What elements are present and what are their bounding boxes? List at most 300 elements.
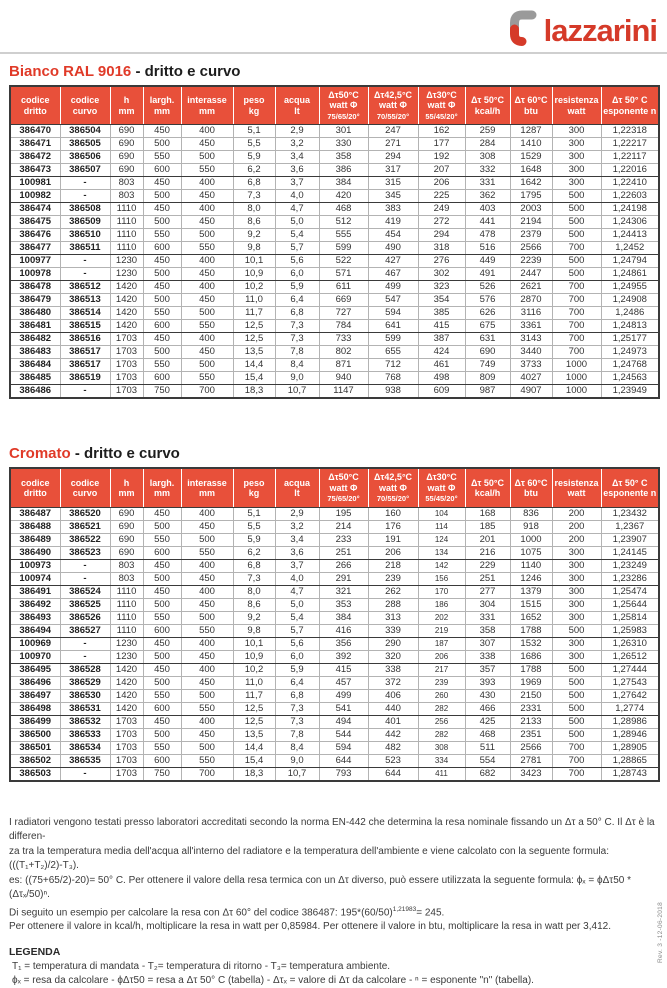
table-cell: 195 bbox=[319, 507, 368, 520]
table-cell: 450 bbox=[181, 598, 233, 611]
table-cell: 500 bbox=[552, 689, 601, 702]
table-cell: 450 bbox=[181, 346, 233, 359]
table-cell: 5,5 bbox=[233, 520, 275, 533]
table-cell: 386520 bbox=[60, 507, 110, 520]
table-cell: 400 bbox=[181, 255, 233, 268]
table-cell: 450 bbox=[181, 572, 233, 585]
table-cell: 803 bbox=[110, 559, 143, 572]
table-cell: 1,24768 bbox=[601, 359, 659, 372]
table-cell: 386531 bbox=[60, 702, 110, 715]
table-cell: 499 bbox=[368, 281, 418, 294]
table-cell: 4,7 bbox=[275, 203, 319, 216]
table-cell: 803 bbox=[110, 190, 143, 203]
table-row bbox=[10, 663, 659, 676]
table-cell: 690 bbox=[110, 520, 143, 533]
table-cell: 114 bbox=[418, 520, 465, 533]
table-cell: 386491 bbox=[10, 585, 60, 598]
table-cell: 400 bbox=[181, 177, 233, 190]
table-cell: 294 bbox=[368, 151, 418, 164]
table-cell: 14,4 bbox=[233, 741, 275, 754]
table-cell: 400 bbox=[181, 663, 233, 676]
table-row bbox=[10, 333, 659, 346]
table-cell: 424 bbox=[418, 346, 465, 359]
table-cell: 282 bbox=[418, 702, 465, 715]
table-cell: 401 bbox=[368, 715, 418, 728]
table-cell: 4027 bbox=[510, 372, 552, 385]
table-cell: 302 bbox=[418, 268, 465, 281]
table-cell: 383 bbox=[368, 203, 418, 216]
table-cell: 9,8 bbox=[233, 242, 275, 255]
table-cell: 386473 bbox=[10, 164, 60, 177]
table-cell: 700 bbox=[552, 320, 601, 333]
table-cell: 160 bbox=[368, 507, 418, 520]
table-cell: 468 bbox=[319, 203, 368, 216]
table-cell: 386478 bbox=[10, 281, 60, 294]
table-cell: 6,4 bbox=[275, 294, 319, 307]
table-cell: 523 bbox=[368, 754, 418, 767]
table-row bbox=[10, 151, 659, 164]
table-cell: 386528 bbox=[60, 663, 110, 676]
table-cell: 317 bbox=[368, 164, 418, 177]
table-cell: 386535 bbox=[60, 754, 110, 767]
table-cell: 200 bbox=[552, 520, 601, 533]
table-cell: 1,23249 bbox=[601, 559, 659, 572]
legend-title: LEGENDA bbox=[9, 945, 61, 958]
table-cell: 3,7 bbox=[275, 559, 319, 572]
table-cell: 229 bbox=[465, 559, 510, 572]
table-row bbox=[10, 546, 659, 559]
table-cell: 550 bbox=[143, 307, 181, 320]
table-cell: 450 bbox=[143, 507, 181, 520]
table-cell: - bbox=[60, 572, 110, 585]
table-cell: 3,2 bbox=[275, 520, 319, 533]
table-cell: 218 bbox=[368, 559, 418, 572]
table-cell: 239 bbox=[418, 676, 465, 689]
table-cell: 332 bbox=[465, 164, 510, 177]
table-cell: 1,2774 bbox=[601, 702, 659, 715]
table-cell: 1703 bbox=[110, 359, 143, 372]
table-row bbox=[10, 650, 659, 663]
table-cell: 500 bbox=[143, 598, 181, 611]
table-cell: 100981 bbox=[10, 177, 60, 190]
table-cell: 393 bbox=[465, 676, 510, 689]
table-cell: 8,6 bbox=[233, 216, 275, 229]
table-cell: 12,5 bbox=[233, 702, 275, 715]
table-cell: 500 bbox=[181, 307, 233, 320]
table-cell: 1110 bbox=[110, 216, 143, 229]
table-cell: 1,23907 bbox=[601, 533, 659, 546]
table-cell: 690 bbox=[110, 533, 143, 546]
table-cell: 259 bbox=[465, 125, 510, 138]
table-cell: 8,0 bbox=[233, 585, 275, 598]
footer-note bbox=[9, 816, 659, 935]
table-cell: 512 bbox=[319, 216, 368, 229]
table-cell: 4,0 bbox=[275, 190, 319, 203]
table-cell: 353 bbox=[319, 598, 368, 611]
table-cell: 8,4 bbox=[275, 741, 319, 754]
table-cell: 277 bbox=[465, 585, 510, 598]
table-cell: 1110 bbox=[110, 242, 143, 255]
table-cell: 440 bbox=[368, 702, 418, 715]
table-cell: 550 bbox=[181, 242, 233, 255]
table-cell: 1,25983 bbox=[601, 624, 659, 637]
section-title-bianco bbox=[9, 63, 667, 80]
table-cell: 12,5 bbox=[233, 715, 275, 728]
table-cell: 386504 bbox=[60, 125, 110, 138]
table-cell: 5,9 bbox=[275, 663, 319, 676]
table-cell: 300 bbox=[552, 546, 601, 559]
table-cell: 392 bbox=[319, 650, 368, 663]
table-cell: 320 bbox=[368, 650, 418, 663]
table-cell: 550 bbox=[181, 372, 233, 385]
table-cell: - bbox=[60, 650, 110, 663]
table-cell: 1000 bbox=[552, 359, 601, 372]
column-header: largh. mm bbox=[143, 86, 181, 125]
table-cell: 987 bbox=[465, 385, 510, 399]
table-cell: 415 bbox=[319, 663, 368, 676]
table-cell: 304 bbox=[465, 598, 510, 611]
table-cell: 836 bbox=[510, 507, 552, 520]
table-cell: 354 bbox=[418, 294, 465, 307]
table-cell: 1230 bbox=[110, 255, 143, 268]
table-row bbox=[10, 728, 659, 741]
table-cell: 10,2 bbox=[233, 281, 275, 294]
table-cell: 1000 bbox=[510, 533, 552, 546]
table-cell: 768 bbox=[368, 372, 418, 385]
table-cell: 386530 bbox=[60, 689, 110, 702]
table-cell: 491 bbox=[465, 268, 510, 281]
table-cell: 251 bbox=[319, 546, 368, 559]
table-cell: 544 bbox=[319, 728, 368, 741]
table-cell: 315 bbox=[368, 177, 418, 190]
table-cell: 386498 bbox=[10, 702, 60, 715]
table-cell: 15,4 bbox=[233, 372, 275, 385]
table-cell: 450 bbox=[181, 294, 233, 307]
table-header-row bbox=[10, 468, 659, 507]
table-cell: 307 bbox=[465, 637, 510, 650]
table-cell: 500 bbox=[181, 611, 233, 624]
table-cell: 386525 bbox=[60, 598, 110, 611]
table-cell: 2150 bbox=[510, 689, 552, 702]
table-cell: 2566 bbox=[510, 242, 552, 255]
table-row bbox=[10, 507, 659, 520]
table-cell: 1,23949 bbox=[601, 385, 659, 399]
table-cell: 594 bbox=[368, 307, 418, 320]
table-cell: 1703 bbox=[110, 728, 143, 741]
table-cell: 547 bbox=[368, 294, 418, 307]
table-cell: 331 bbox=[465, 177, 510, 190]
table-cell: 276 bbox=[418, 255, 465, 268]
table-cell: 655 bbox=[368, 346, 418, 359]
table-cell: - bbox=[60, 177, 110, 190]
table-cell: 1420 bbox=[110, 294, 143, 307]
table-cell: 1529 bbox=[510, 151, 552, 164]
section-title-accent: Bianco RAL 9016 bbox=[9, 63, 132, 80]
table-cell: 300 bbox=[552, 138, 601, 151]
table-cell: 7,3 bbox=[275, 333, 319, 346]
table-cell: 386501 bbox=[10, 741, 60, 754]
table-cell: 5,0 bbox=[275, 216, 319, 229]
table-cell: 500 bbox=[181, 533, 233, 546]
table-cell: 500 bbox=[143, 650, 181, 663]
table-cell: 450 bbox=[181, 190, 233, 203]
table-cell: 14,4 bbox=[233, 359, 275, 372]
table-cell: 750 bbox=[143, 385, 181, 399]
table-cell: 1,24908 bbox=[601, 294, 659, 307]
table-cell: 13,5 bbox=[233, 346, 275, 359]
table-cell: 690 bbox=[110, 546, 143, 559]
table-cell: 4,7 bbox=[275, 585, 319, 598]
table-cell: 134 bbox=[418, 546, 465, 559]
table-cell: 1703 bbox=[110, 741, 143, 754]
table-cell: 600 bbox=[143, 754, 181, 767]
table-cell: 550 bbox=[143, 151, 181, 164]
table-cell: 1110 bbox=[110, 229, 143, 242]
table-row bbox=[10, 346, 659, 359]
table-cell: 6,8 bbox=[275, 689, 319, 702]
table-cell: 300 bbox=[552, 164, 601, 177]
table-cell: 12,5 bbox=[233, 320, 275, 333]
table-cell: 1,22117 bbox=[601, 151, 659, 164]
example-pre: Di seguito un esempio per calcolare la resa con Δτ 60° del codice 386487: 195*(60/50) bbox=[9, 906, 393, 918]
table-cell: 467 bbox=[368, 268, 418, 281]
table-cell: 1420 bbox=[110, 702, 143, 715]
table-cell: 300 bbox=[552, 611, 601, 624]
table-cell: 5,7 bbox=[275, 242, 319, 255]
table-cell: 419 bbox=[368, 216, 418, 229]
footer-line: Per ottenere il valore in kcal/h, moltiplicare la resa in watt per 0,85984. Per ottenere il valore in btu, moltiplicare la resa in watt per 3,412. bbox=[9, 921, 611, 933]
table-cell: 468 bbox=[465, 728, 510, 741]
table-row bbox=[10, 372, 659, 385]
table-row bbox=[10, 702, 659, 715]
table-cell: 803 bbox=[110, 572, 143, 585]
table-row bbox=[10, 754, 659, 767]
column-header: Δτ50°C watt Φ 75/65/20° bbox=[319, 468, 368, 507]
table-cell: 1230 bbox=[110, 637, 143, 650]
table-cell: 7,8 bbox=[275, 728, 319, 741]
table-cell: 358 bbox=[465, 624, 510, 637]
table-cell: 511 bbox=[465, 741, 510, 754]
table-cell: 550 bbox=[143, 359, 181, 372]
table-cell: 500 bbox=[143, 294, 181, 307]
column-header: Δτ50°C watt Φ 75/65/20° bbox=[319, 86, 368, 125]
table-cell: 156 bbox=[418, 572, 465, 585]
table-cell: 550 bbox=[143, 741, 181, 754]
table-cell: 5,5 bbox=[233, 138, 275, 151]
table-cell: 18,3 bbox=[233, 767, 275, 781]
table-cell: 500 bbox=[143, 676, 181, 689]
table-cell: 2,9 bbox=[275, 125, 319, 138]
table-cell: 700 bbox=[552, 754, 601, 767]
table-cell: 386471 bbox=[10, 138, 60, 151]
table-cell: 207 bbox=[418, 164, 465, 177]
table-row bbox=[10, 190, 659, 203]
table-row bbox=[10, 242, 659, 255]
table-cell: 1515 bbox=[510, 598, 552, 611]
column-header: interasse mm bbox=[181, 468, 233, 507]
table-cell: 330 bbox=[319, 138, 368, 151]
table-cell: 500 bbox=[552, 229, 601, 242]
table-cell: 1,25474 bbox=[601, 585, 659, 598]
table-cell: 700 bbox=[552, 346, 601, 359]
table-cell: 1420 bbox=[110, 320, 143, 333]
table-cell: 386527 bbox=[60, 624, 110, 637]
table-cell: 500 bbox=[143, 268, 181, 281]
table-cell: 1532 bbox=[510, 637, 552, 650]
table-cell: 3143 bbox=[510, 333, 552, 346]
column-header: codice curvo bbox=[60, 86, 110, 125]
table-cell: 2331 bbox=[510, 702, 552, 715]
table-cell: 500 bbox=[552, 216, 601, 229]
table-cell: 669 bbox=[319, 294, 368, 307]
table-cell: 498 bbox=[418, 372, 465, 385]
table-cell: 5,7 bbox=[275, 624, 319, 637]
table-cell: 10,7 bbox=[275, 767, 319, 781]
table-cell: 385 bbox=[418, 307, 465, 320]
table-cell: 1969 bbox=[510, 676, 552, 689]
table-cell: 450 bbox=[143, 715, 181, 728]
table-cell: 1,2486 bbox=[601, 307, 659, 320]
table-row bbox=[10, 138, 659, 151]
table-row bbox=[10, 385, 659, 399]
table-cell: 690 bbox=[110, 138, 143, 151]
table-cell: 2447 bbox=[510, 268, 552, 281]
table-cell: 454 bbox=[368, 229, 418, 242]
table-cell: 1,22318 bbox=[601, 125, 659, 138]
table-cell: 247 bbox=[368, 125, 418, 138]
table-cell: 386517 bbox=[60, 346, 110, 359]
table-cell: 358 bbox=[319, 151, 368, 164]
column-header: Δτ 50°C kcal/h bbox=[465, 468, 510, 507]
table-cell: 1,22217 bbox=[601, 138, 659, 151]
table-row bbox=[10, 229, 659, 242]
table-cell: 609 bbox=[418, 385, 465, 399]
table-cell: 10,9 bbox=[233, 650, 275, 663]
table-cell: 500 bbox=[552, 203, 601, 216]
table-header-row bbox=[10, 86, 659, 125]
table-cell: 5,9 bbox=[233, 151, 275, 164]
table-cell: 3440 bbox=[510, 346, 552, 359]
table-cell: 345 bbox=[368, 190, 418, 203]
table-cell: 300 bbox=[552, 598, 601, 611]
table-cell: 631 bbox=[465, 333, 510, 346]
table-cell: 400 bbox=[181, 125, 233, 138]
table-cell: 550 bbox=[181, 164, 233, 177]
table-row bbox=[10, 767, 659, 781]
table-cell: 1703 bbox=[110, 385, 143, 399]
table-cell: 690 bbox=[110, 125, 143, 138]
table-cell: 700 bbox=[552, 741, 601, 754]
table-row bbox=[10, 125, 659, 138]
table-cell: 11,7 bbox=[233, 689, 275, 702]
table-cell: 386500 bbox=[10, 728, 60, 741]
table-cell: 700 bbox=[181, 767, 233, 781]
table-cell: 386515 bbox=[60, 320, 110, 333]
table-cell: 5,6 bbox=[275, 255, 319, 268]
table-cell: 1703 bbox=[110, 346, 143, 359]
table-cell: 400 bbox=[181, 637, 233, 650]
table-cell: 5,1 bbox=[233, 125, 275, 138]
table-cell: 700 bbox=[552, 307, 601, 320]
table-row bbox=[10, 268, 659, 281]
table-row bbox=[10, 307, 659, 320]
table-cell: 450 bbox=[143, 177, 181, 190]
table-cell: 100974 bbox=[10, 572, 60, 585]
table-cell: 1,22603 bbox=[601, 190, 659, 203]
table-cell: 386494 bbox=[10, 624, 60, 637]
table-cell: 600 bbox=[143, 546, 181, 559]
table-cell: 1420 bbox=[110, 281, 143, 294]
table-cell: 100977 bbox=[10, 255, 60, 268]
table-cell: 1000 bbox=[552, 372, 601, 385]
table-cell: 11,0 bbox=[233, 676, 275, 689]
table-cell: 600 bbox=[143, 164, 181, 177]
table-cell: 100973 bbox=[10, 559, 60, 572]
table-cell: 450 bbox=[143, 559, 181, 572]
table-cell: 7,3 bbox=[233, 572, 275, 585]
table-row bbox=[10, 203, 659, 216]
table-cell: 386496 bbox=[10, 676, 60, 689]
column-header: Δτ 50°C kcal/h bbox=[465, 86, 510, 125]
table-cell: 600 bbox=[143, 242, 181, 255]
table-cell: 185 bbox=[465, 520, 510, 533]
table-cell: 1,22016 bbox=[601, 164, 659, 177]
table-cell: 225 bbox=[418, 190, 465, 203]
table-cell: 5,9 bbox=[275, 281, 319, 294]
table-cell: 386483 bbox=[10, 346, 60, 359]
section-title-rest: - dritto e curvo bbox=[70, 445, 180, 463]
table-cell: 500 bbox=[181, 741, 233, 754]
table-cell: 386526 bbox=[60, 611, 110, 624]
table-cell: 216 bbox=[465, 546, 510, 559]
column-header: codice dritto bbox=[10, 468, 60, 507]
table-cell: 1,24955 bbox=[601, 281, 659, 294]
table-cell: 411 bbox=[418, 767, 465, 781]
table-cell: 550 bbox=[143, 533, 181, 546]
table-cell: 11,7 bbox=[233, 307, 275, 320]
table-cell: 611 bbox=[319, 281, 368, 294]
table-cell: 522 bbox=[319, 255, 368, 268]
table-cell: 466 bbox=[465, 702, 510, 715]
table-cell: 290 bbox=[368, 637, 418, 650]
table-cell: 1000 bbox=[552, 385, 601, 399]
table-cell: 600 bbox=[143, 372, 181, 385]
table-cell: 7,8 bbox=[275, 346, 319, 359]
table-cell: 386482 bbox=[10, 333, 60, 346]
table-cell: 550 bbox=[143, 689, 181, 702]
footer-line: za tra la temperatura media dell'acqua all'interno del radiatore e la temperatura dell'ambiente e viene calcolato con la seguente formula: (((T₁+T₂)/2)-T₃). bbox=[9, 845, 609, 872]
table-cell: 386499 bbox=[10, 715, 60, 728]
table-cell: 3,2 bbox=[275, 138, 319, 151]
table-cell: 217 bbox=[418, 663, 465, 676]
table-cell: 7,3 bbox=[275, 320, 319, 333]
table-cell: 192 bbox=[418, 151, 465, 164]
table-cell: 1,25814 bbox=[601, 611, 659, 624]
table-cell: 386490 bbox=[10, 546, 60, 559]
table-cell: 541 bbox=[319, 702, 368, 715]
table-cell: 100969 bbox=[10, 637, 60, 650]
table-cell: 1,24145 bbox=[601, 546, 659, 559]
table-cell: 18,3 bbox=[233, 385, 275, 399]
table-cell: 442 bbox=[368, 728, 418, 741]
table-cell: 124 bbox=[418, 533, 465, 546]
table-cell: 1,27642 bbox=[601, 689, 659, 702]
table-cell: 1,24794 bbox=[601, 255, 659, 268]
table-cell: 272 bbox=[418, 216, 465, 229]
legend bbox=[9, 945, 659, 988]
table-cell: 400 bbox=[181, 507, 233, 520]
table-cell: 2239 bbox=[510, 255, 552, 268]
